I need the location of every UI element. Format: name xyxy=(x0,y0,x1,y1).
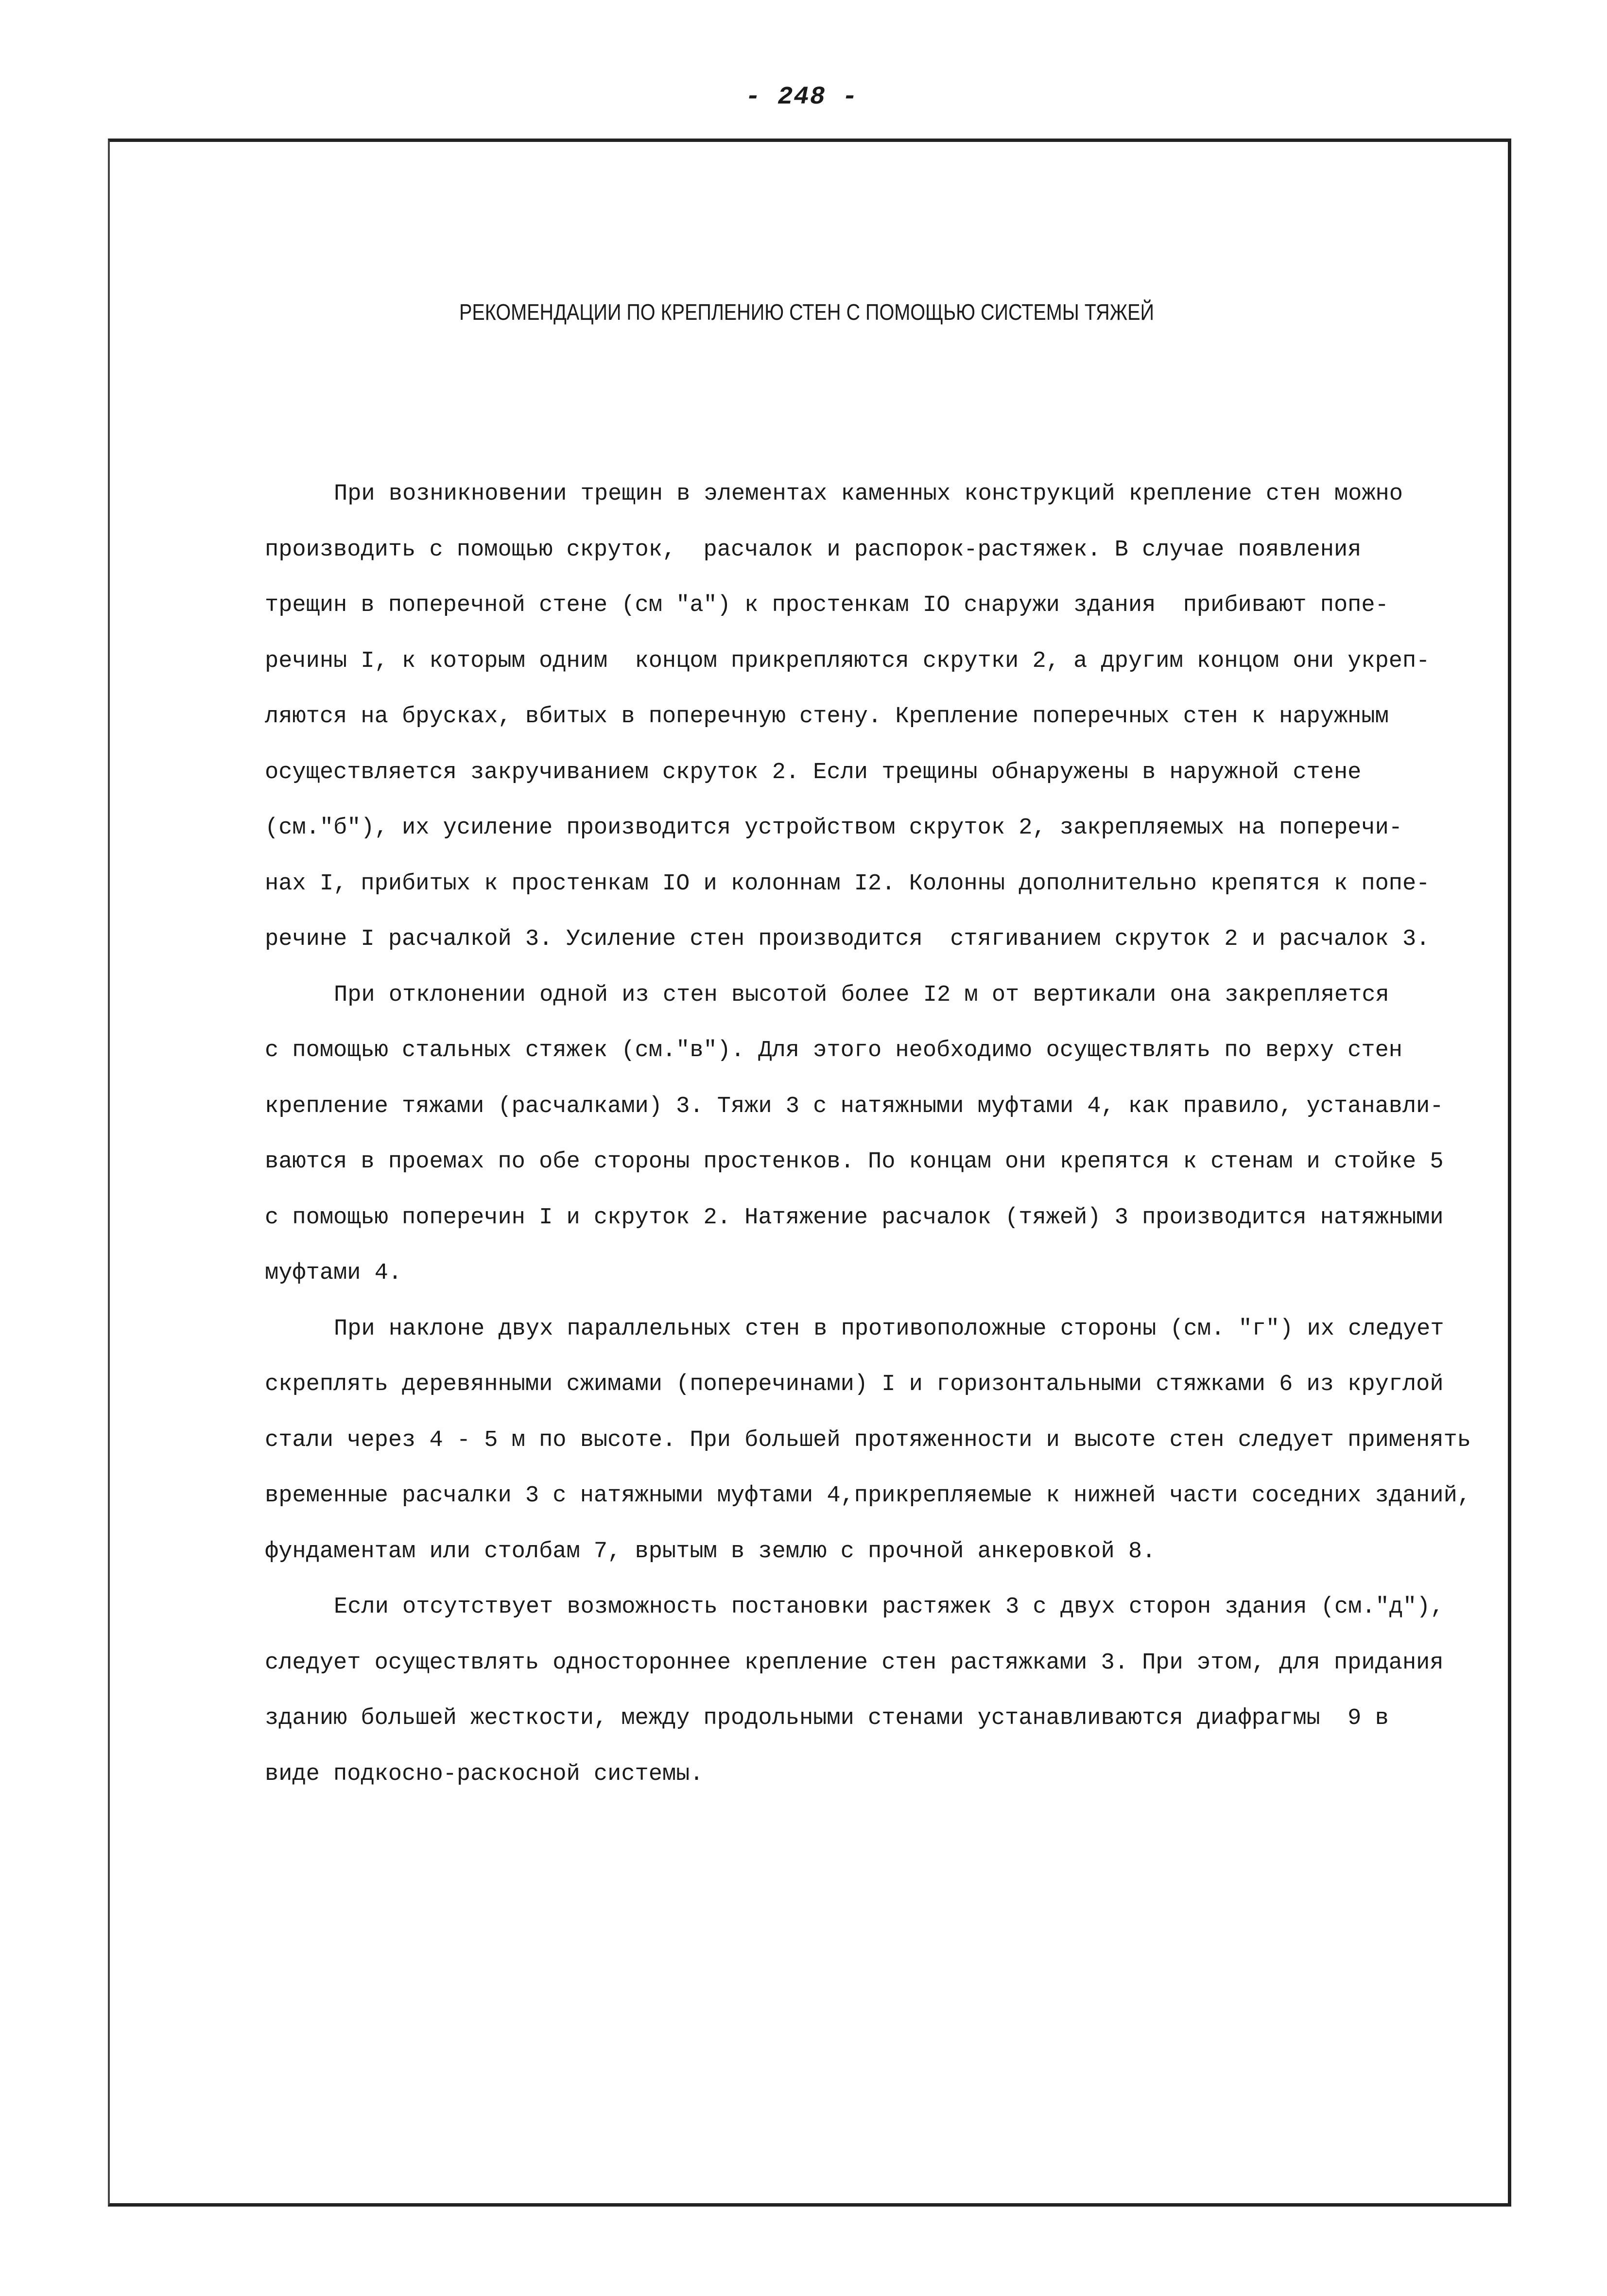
text-line: виде подкосно-раскосной системы. xyxy=(265,1761,704,1787)
text-line: речине I расчалкой 3. Усиление стен производится стягиванием скруток 2 и расчалок 3. xyxy=(265,926,1430,952)
text-line: Если отсутствует возможность постановки растяжек 3 с двух сторон здания (см."д"), xyxy=(334,1594,1444,1620)
text-line: с помощью поперечин I и скруток 2. Натяжение расчалок (тяжей) 3 производится натяжными xyxy=(265,1204,1444,1231)
text-line: речины I, к которым одним концом прикрепляются скрутки 2, а другим концом они укреп- xyxy=(265,648,1430,674)
text-line: осуществляется закручиванием скруток 2. Если трещины обнаружены в наружной стене xyxy=(265,759,1362,785)
text-line: трещин в поперечной стене (см "а") к простенкам IO снаружи здания прибивают попе- xyxy=(265,592,1389,618)
document-body xyxy=(265,467,1470,1802)
text-line: ляются на брусках, вбитых в поперечную стену. Крепление поперечных стен к наружным xyxy=(265,704,1389,730)
text-line: производить с помощью скруток, расчалок и распорок-растяжек. В случае появления xyxy=(265,537,1362,563)
text-line: зданию большей жесткости, между продольными стенами устанавливаются диафрагмы 9 в xyxy=(265,1705,1389,1731)
text-line: стали через 4 - 5 м по высоте. При большей протяженности и высоте стен следует применять xyxy=(265,1427,1471,1453)
text-line: скреплять деревянными сжимами (поперечинами) I и горизонтальными стяжками 6 из круглой xyxy=(265,1372,1444,1397)
text-line: крепление тяжами (расчалками) 3. Тяжи 3 с натяжными муфтами 4, как правило, устанавли- xyxy=(265,1093,1444,1119)
text-line: ваются в проемах по обе стороны простенков. По концам они крепятся к стенам и стойке 5 xyxy=(265,1149,1444,1175)
text-line: с помощью стальных стяжек (см."в"). Для этого необходимо осуществлять по верху стен xyxy=(265,1038,1402,1063)
text-line: фундаментам или столбам 7, врытым в землю с прочной анкеровкой 8. xyxy=(265,1538,1156,1565)
text-line: При возникновении трещин в элементах каменных конструкций крепление стен можно xyxy=(334,481,1403,507)
page-number: - 248 - xyxy=(745,83,859,111)
text-line: временные расчалки 3 с натяжными муфтами 4,прикрепляемые к нижней части соседних зданий, xyxy=(265,1483,1471,1509)
text-line: При наклоне двух параллельных стен в противоположные стороны (см. "г") их следует xyxy=(334,1316,1444,1342)
text-line: При отклонении одной из стен высотой более I2 м от вертикали она закрепляется xyxy=(334,982,1389,1008)
text-line: следует осуществлять одностороннее крепление стен растяжками 3. При этом, для придания xyxy=(265,1650,1444,1676)
document-title: РЕКОМЕНДАЦИИ ПО КРЕПЛЕНИЮ СТЕН С ПОМОЩЬЮ СИСТЕМЫ ТЯЖЕЙ xyxy=(459,299,1154,325)
text-line: муфтами 4. xyxy=(265,1260,402,1286)
text-line: (см."б"), их усиление производится устройством скруток 2, закрепляемых на поперечи- xyxy=(265,815,1402,841)
text-line: нах I, прибитых к простенкам IO и колоннам I2. Колонны дополнительно крепятся к попе- xyxy=(265,870,1430,897)
